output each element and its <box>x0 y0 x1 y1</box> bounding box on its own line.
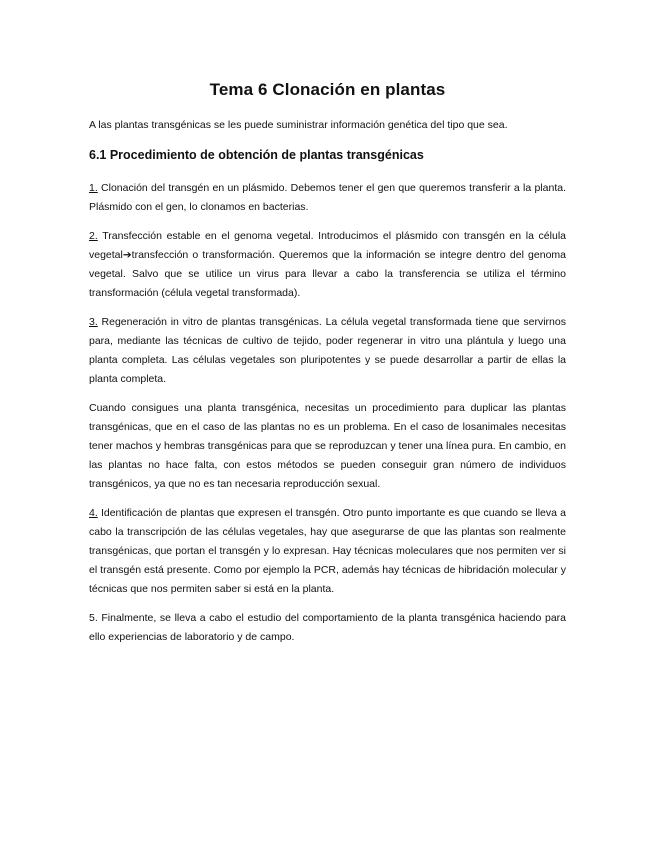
step-number: 4. <box>89 507 98 519</box>
paragraph-step-1 <box>89 179 566 217</box>
step-number: 1. <box>89 182 98 194</box>
paragraph-step-5 <box>89 609 566 647</box>
paragraph-step-2 <box>89 227 566 303</box>
paragraph-text: Cuando consigues una planta transgénica, necesitas un procedimiento para duplicar las plantas transgénicas, que en el caso de las plantas no es un problema. En el caso de losanimales necesitas tener machos y hembras transgénicas para que se reproduzcan y tener una línea pura. En cambio, en las plantas no hace falta, con estos métodos se pueden conseguir gran número de individuos transgénicos, ya que no es tan necesaria reproducción sexual. <box>89 402 566 490</box>
paragraph-text: Identificación de plantas que expresen el transgén. Otro punto importante es que cuando se lleva a cabo la transcripción de las células vegetales, hay que asegurarse de que las plantas son realmente transgénicas, que portan el transgén y lo expresan. Hay técnicas moleculares que nos permiten ver si el transgén está presente. Como por ejemplo la PCR, además hay técnicas de hibridación molecular y técnicas que nos permiten saber si está en la planta. <box>89 507 566 595</box>
step-number: 2. <box>89 230 98 242</box>
paragraph-step-3 <box>89 313 566 389</box>
page-title: Tema 6 Clonación en plantas <box>209 80 446 99</box>
paragraph-text: Regeneración in vitro de plantas transgénicas. La célula vegetal transformada tiene que servirnos para, mediante las técnicas de cultivo de tejido, poder regenerar in vitro una plántula y luego una planta completa. Las células vegetales son pluripotentes y se puede desarrollar a partir de ellas la planta completa. <box>89 316 566 385</box>
intro-text: A las plantas transgénicas se les puede suministrar información genética del tipo que sea. <box>89 119 508 131</box>
paragraph-text: Transfección estable en el genoma vegetal. Introducimos el plásmido con transgén en la célula vegetal➔transfección o transformación. Queremos que la información se integre dentro del genoma vegetal. Salvo que se utilice un virus para llevar a cabo la transferencia se utiliza el término transformación (célula vegetal transformada). <box>89 230 566 299</box>
paragraph-note <box>89 399 566 494</box>
paragraph-text: 5. Finalmente, se lleva a cabo el estudio del comportamiento de la planta transgénica haciendo para ello experiencias de laboratorio y de campo. <box>89 612 566 643</box>
section-heading: 6.1 Procedimiento de obtención de plantas transgénicas <box>89 148 424 162</box>
paragraph-text: Clonación del transgén en un plásmido. Debemos tener el gen que queremos transferir a la planta. Plásmido con el gen, lo clonamos en bacterias. <box>89 182 566 213</box>
paragraph-step-4 <box>89 504 566 599</box>
step-number: 3. <box>89 316 98 328</box>
